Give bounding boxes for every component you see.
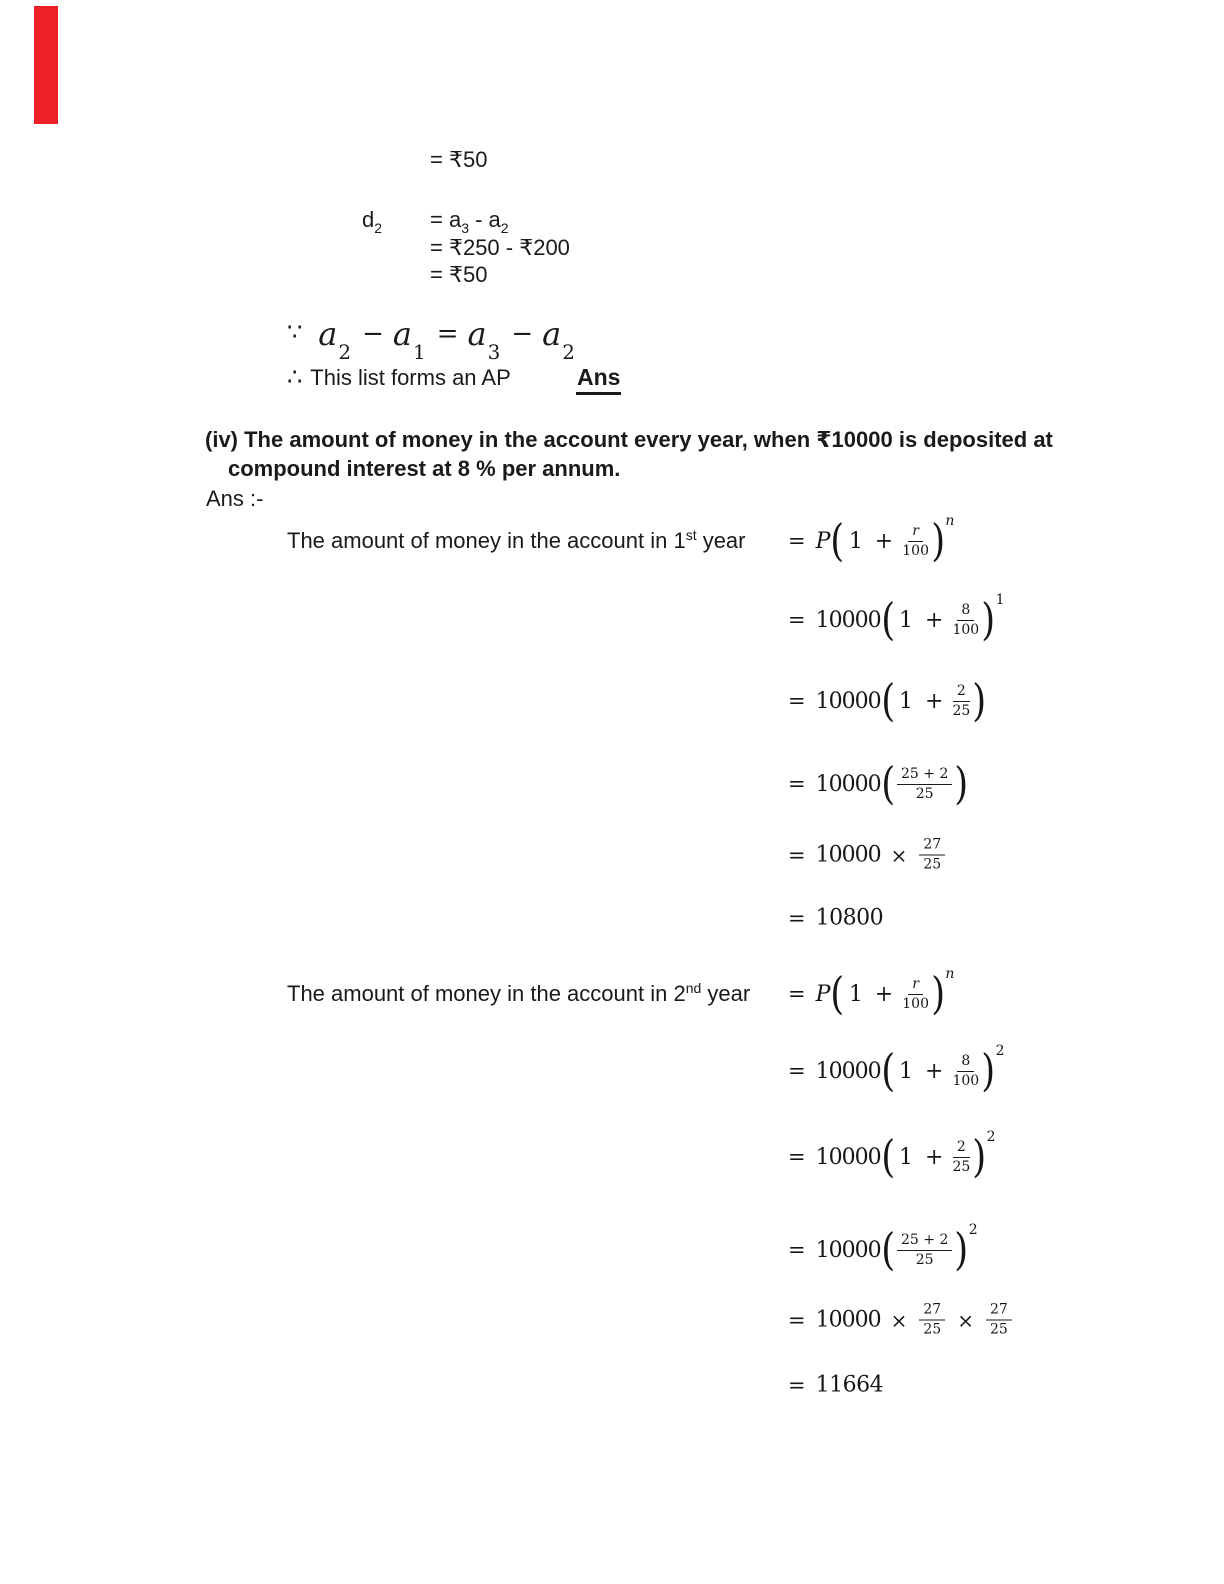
year2-label: The amount of money in the account in 2nd year (287, 980, 751, 1006)
year2-step2: = 10000 ( 1 + $\frac{2}{25}$ ) 2 (788, 1129, 996, 1183)
year2-result: = 11664 (788, 1372, 884, 1398)
d2-definition: = $a_3 - a_2$ (430, 207, 509, 236)
year1-step2: = 10000 ( 1 + $\frac{2}{25}$ ) (788, 674, 987, 727)
d2-subscript: 2 (374, 220, 383, 236)
ans-underlined: Ans (576, 364, 621, 395)
year2-step4: = 10000 × $\frac{27}{25}$ × $\frac{27}{25}$ (788, 1302, 1015, 1339)
times-sign: × (890, 1308, 908, 1332)
red-margin-marker (34, 6, 58, 124)
d1-result-text: = ₹50 (430, 147, 488, 172)
year1-label: The amount of money in the account in 1st year (287, 527, 746, 553)
year1-formula-general: = P ( 1 + $\frac{r}{100}$ ) n (788, 513, 955, 567)
d2-result: = ₹50 (430, 262, 488, 287)
conclusion-statement: ∴ This list forms an AP (287, 364, 511, 391)
equals-sign: = (788, 529, 806, 553)
fraction: $\frac{r}{100}$ (902, 522, 929, 559)
question-line2: compound interest at 8 % per annum. (228, 456, 621, 481)
therefore-icon: ∴ (287, 364, 303, 391)
left-paren: ( (830, 514, 845, 567)
year2-formula-general: = P ( 1 + $\frac{r}{100}$ ) n (788, 966, 955, 1020)
times-sign: × (957, 1308, 974, 1332)
year1-result: = 10800 (788, 905, 884, 931)
year2-step3: = 10000 ( $\frac{25 + 2}{25}$ ) 2 (788, 1222, 978, 1276)
d2-substitution: = ₹250 - ₹200 (430, 235, 570, 260)
right-paren: ) (931, 514, 946, 567)
year1-step1: = 10000 ( 1 + $\frac{8}{100}$ ) 1 (788, 592, 1005, 646)
times-sign: × (890, 843, 908, 867)
question-line1: (iv) The amount of money in the account every year, when ₹10000 is deposited at (205, 427, 1053, 452)
year1-step3: = 10000 ( $\frac{25 + 2}{25}$ ) (788, 757, 969, 810)
d2-symbol: d (362, 207, 375, 232)
year2-step1: = 10000 ( 1 + $\frac{8}{100}$ ) 2 (788, 1043, 1005, 1097)
d2-label (362, 206, 383, 236)
year1-step4: = 10000 × $\frac{27}{25}$ (788, 837, 948, 874)
because-statement: ∵ $a_2- a_1= a_3- a_2$ (287, 315, 575, 364)
answer-label: Ans :- (206, 486, 264, 511)
because-icon: ∵ (287, 318, 303, 346)
d1-result (430, 146, 487, 173)
